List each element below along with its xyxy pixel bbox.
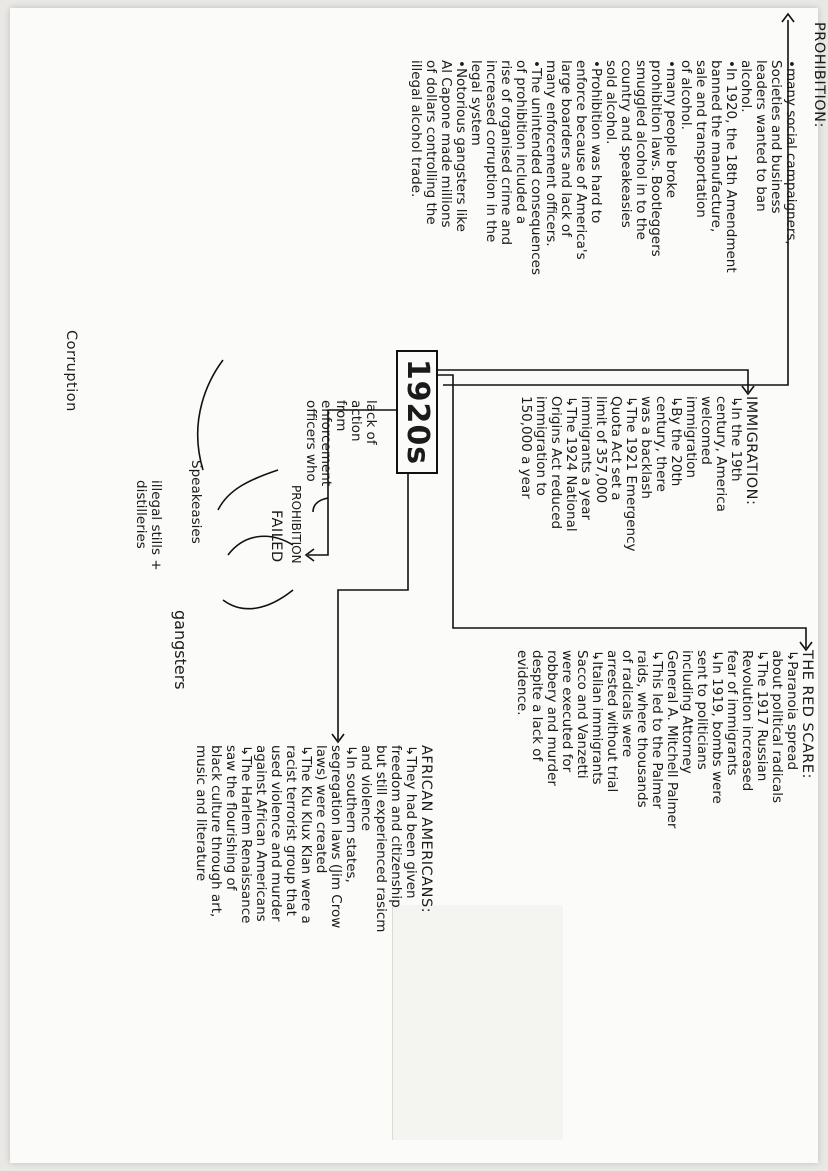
african-americans-line: ↳They had been given [403,745,419,899]
branch-gangsters [223,590,293,609]
why-prohibition-label: PROHIBITION [289,485,303,564]
red-scare-line: evidence. [514,650,530,716]
failed-reason-line: lack of [363,400,379,445]
african-americans-line: laws) were created [313,745,329,874]
immigration-line: immigration [683,396,699,479]
prohibition-line: of prohibition included a [513,60,529,225]
prohibition-line: leaders wanted to ban [753,60,769,212]
branch-stills [218,470,278,510]
prohibition-line: large boarders and lack of [558,60,574,237]
immigration-line: welcomed [698,396,714,465]
red-scare-line: Sacco and Vanzetti [574,650,590,779]
immigration-line: ↳The 1924 National [563,396,579,532]
prohibition-line: •many people broke [663,60,679,198]
immigration-line: Origins Act reduced [548,396,564,530]
prohibition-line: illegal alcohol trade. [408,60,424,198]
prohibition-section [811,22,826,128]
red-scare-title: THE RED SCARE: [799,650,815,779]
immigration-line: limit of 357,000 [593,396,609,504]
failed-reason-line: enforcement [318,400,334,487]
prohibition-line: country and speakeasies [618,60,634,228]
african-americans-line: ↳In southern states, [343,745,359,883]
red-scare-line: fear of immigrants [724,650,740,776]
connector-immigration [438,370,748,392]
african-americans-line: saw the flourishing of [223,745,239,891]
african-americans-line: segregation laws (Jim Crow [328,745,344,929]
red-scare-line: ↳Italian immigrants [589,650,605,785]
speakeasies-label: Speakeasies [188,460,204,544]
red-scare-line: arrested without trial [604,650,620,793]
failed-reason-line: action [348,400,364,442]
prohibition-line: Societies and business [768,60,784,214]
red-scare-line: ↳This led to the Palmer [649,650,665,809]
african-americans-line: against African Americans [253,745,269,922]
branch-corruption [198,360,223,470]
red-scare-line: General A. Mitchell Palmer [664,650,680,829]
failed-reasons [303,400,378,486]
prohibition-line: rise of organised crime and [498,60,514,246]
prohibition-line: banned the manufacture, [708,60,724,233]
prohibition-line: of alcohol. [678,60,694,130]
prohibition-line: enforce because of America's [573,60,589,260]
red-scare-line: about political radicals [769,650,785,803]
prohibition-line: •The unintended consequences [528,60,544,275]
african-americans-line: but still experienced rasicm [373,745,389,933]
immigration-line: Quota Act set a [608,396,624,501]
african-americans-title: AFRICAN AMERICANS: [418,745,434,914]
african-americans-line: ↳The Klu Klux Klan were a [298,745,314,924]
prohibition-line: many enforcement officers. [543,60,559,247]
african-americans-section [193,745,433,932]
red-scare-line: ↳Paranoia spread [784,650,800,771]
stills-label [133,480,163,571]
immigration-line: was a backlash [638,396,654,499]
red-scare-line: were executed for [559,650,575,773]
prohibition-line: Al Capone made millions [438,60,454,228]
immigration-line: ↳By the 20th [668,396,684,487]
central-topic-1920s: 1920s [396,350,438,474]
immigration-line: ↳In the 19th [728,396,744,482]
red-scare-line: ↳The 1917 Russian [754,650,770,782]
red-scare-line: Revolution increased [739,650,755,792]
immigration-line: ↳The 1921 Emergency [623,396,639,552]
immigration-line: immigration to [533,396,549,496]
branch-lack-of-action [313,498,328,512]
african-americans-line: ↳The Harlem Renaissance [238,745,254,924]
red-scare-section [514,650,814,828]
red-scare-line: including Attorney [679,650,695,774]
failed-title: FAILED [268,510,284,563]
red-scare-line: robbery and murder [544,650,560,786]
gangsters-label: gangsters [171,610,190,690]
prohibition-line: increased corruption in the [483,60,499,243]
immigration-section [518,396,758,552]
african-americans-line: used violence and murder [268,745,284,922]
prohibition-line: sale and transportation [693,60,709,218]
prohibition-line: •In 1920, the 18th Amendment [723,60,739,273]
stills-line: distilleries [133,480,149,549]
red-scare-line: of radicals were [619,650,635,758]
failed-reason-line: officers who [303,400,319,482]
african-americans-line: racist terrorist group that [283,745,299,916]
failed-reason-line: from [333,400,349,432]
immigration-line: century, there [653,396,669,492]
immigration-line: century, America [713,396,729,512]
prohibition-title: PROHIBITION: [811,22,827,128]
prohibition-line: of dollars controlling the [423,60,439,225]
immigration-line: immigrants a year [578,396,594,521]
prohibition-line: alcohol. [738,60,754,113]
african-americans-line: freedom and citizenship [388,745,404,908]
red-scare-line: despite a lack of [529,650,545,762]
prohibition-line: sold alcohol. [603,60,619,145]
prohibition-body [408,60,798,275]
african-americans-line: music and literature [193,745,209,882]
red-scare-line: ↳In 1919, bombs were [709,650,725,804]
african-americans-line: black culture through art, [208,745,224,918]
red-scare-line: sent to politicians [694,650,710,770]
immigration-title: IMMIGRATION: [743,396,759,506]
corruption-label: Corruption [63,330,79,412]
prohibition-line: •Notorious gangsters like [453,60,469,232]
prohibition-line: smuggled alcohol in to the [633,60,649,240]
prohibition-line: •many social campaigners, [783,60,799,245]
stills-line: illegal stills + [148,480,164,571]
immigration-line: 150,000 a year [518,396,534,499]
african-americans-line: and violence [358,745,374,832]
red-scare-line: raids, where thousands [634,650,650,808]
prohibition-line: prohibition laws. Bootleggers [648,60,664,257]
prohibition-line: •Prohibition was hard to [588,60,604,224]
prohibition-line: legal system [468,60,484,146]
connector-african-americans [338,470,408,740]
